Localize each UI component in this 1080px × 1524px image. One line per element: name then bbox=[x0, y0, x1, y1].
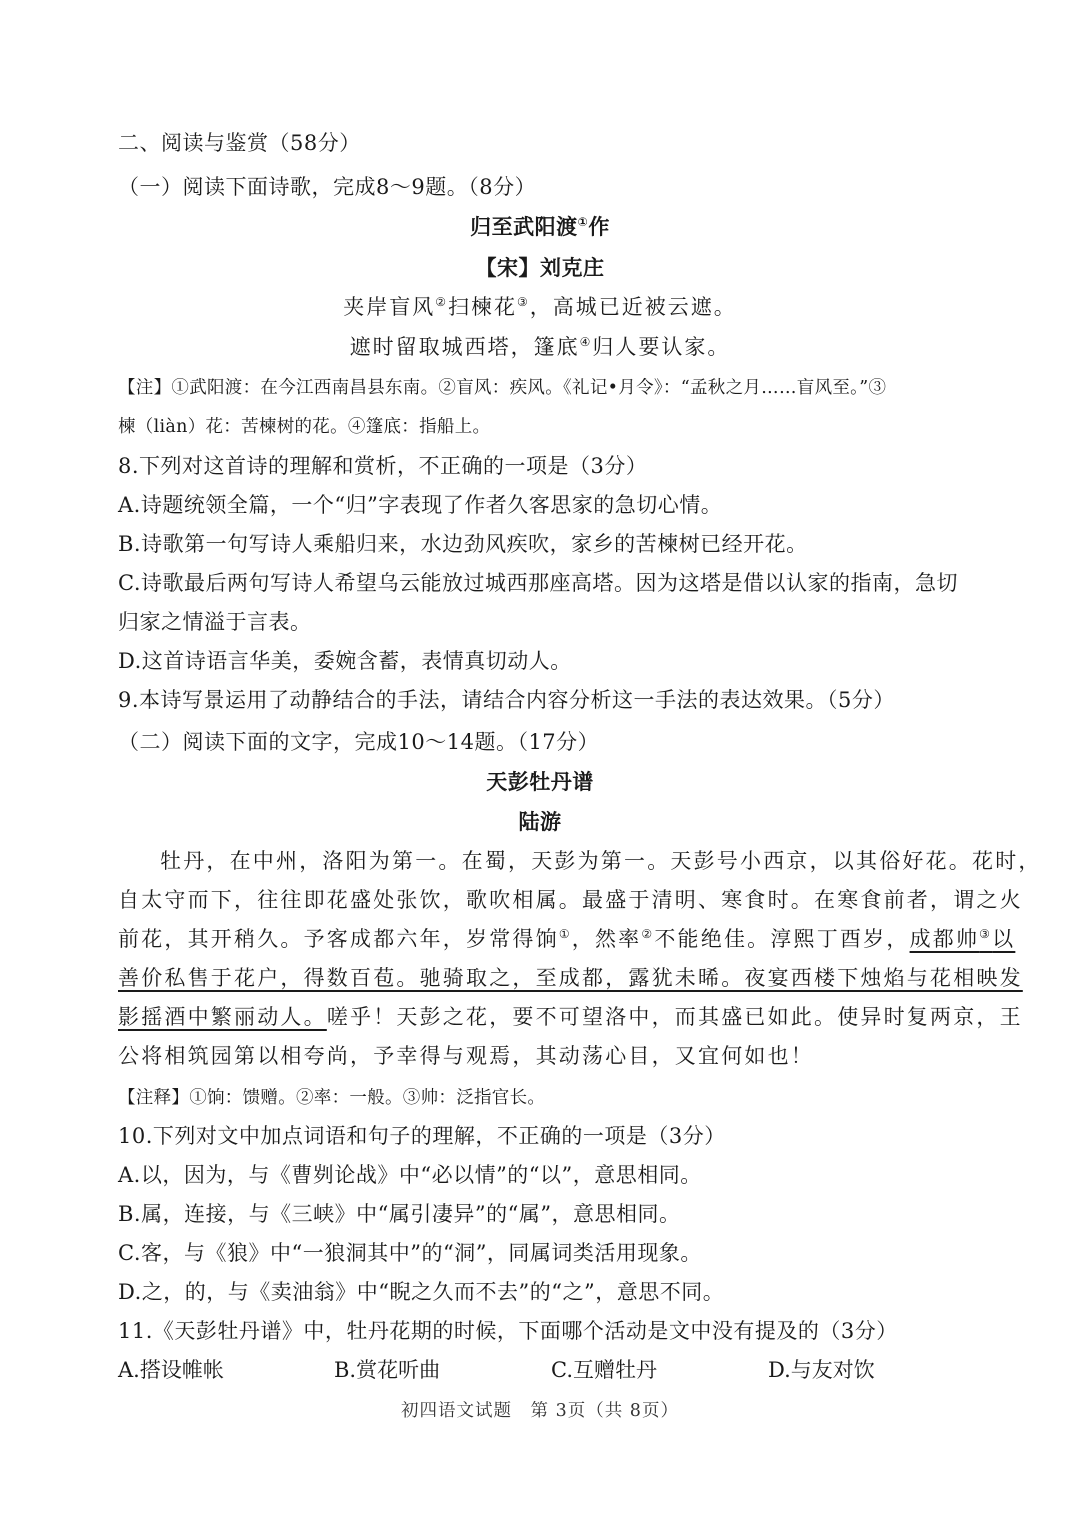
poem-author: 【宋】刘克庄 bbox=[475, 256, 605, 280]
footnote-marker: ② bbox=[641, 927, 655, 941]
poem-text: 归人要认家。 bbox=[592, 335, 731, 359]
poem-line-1 bbox=[0, 292, 1080, 322]
poem-note-line-1: 【注】①武阳渡：在今江西南昌县东南。②盲风：疾风。《礼记•月令》：“孟秋之月……盲风至。”③ bbox=[118, 378, 887, 398]
poem-title-text: 归至武阳渡 bbox=[470, 215, 578, 239]
question-8-option-d: D.这首诗语言华美，委婉含蓄，表情真切动人。 bbox=[118, 649, 572, 673]
essay-text: 嗟乎！天彭之花，要不可望洛中，而其盛已如此。使异时复两京，王 bbox=[326, 1005, 1023, 1029]
question-10: 10.下列对文中加点词语和句子的理解，不正确的一项是（3分） bbox=[118, 1124, 726, 1148]
underlined-sentence: 善价私售于花户，得数百苞。驰骑取之，至成都，露犹未晞。夜宴西楼下烛焰与花相映发 bbox=[118, 966, 1023, 990]
poem-text: 夹岸盲风 bbox=[343, 295, 436, 319]
essay-text: 以 bbox=[992, 927, 1016, 951]
footnote-marker: ③ bbox=[979, 927, 993, 941]
essay-text: 不能绝佳。淳熙丁酉岁， bbox=[654, 927, 910, 951]
essay-title: 天彭牡丹谱 bbox=[486, 770, 594, 794]
part2-instruction: （二）阅读下面的文字，完成10～14题。（17分） bbox=[118, 730, 600, 754]
essay-text: 成都帅 bbox=[909, 927, 980, 951]
question-8-option-c-line-1: C.诗歌最后两句写诗人希望乌云能放过城西那座高塔。因为这塔是借以认家的指南，急切 bbox=[118, 571, 958, 595]
question-10-option-c: C.客，与《狼》中“一狼洞其中”的“洞”，同属词类活用现象。 bbox=[118, 1241, 702, 1265]
essay-line-2: 自太守而下，往往即花盛处张饮，歌吹相属。最盛于清明、寒食时。在寒食前者，谓之火 bbox=[118, 888, 1023, 912]
footnote-marker: ③ bbox=[517, 295, 530, 309]
question-9: 9.本诗写景运用了动静结合的手法，请结合内容分析这一手法的表达效果。（5分） bbox=[118, 688, 895, 712]
question-8-option-c-line-2: 归家之情溢于言表。 bbox=[118, 610, 312, 634]
poem-note-line-2: 楝（liàn）花：苦楝树的花。④篷底：指船上。 bbox=[118, 417, 491, 437]
footnote-marker: ② bbox=[435, 295, 448, 309]
essay-line-1: 牡丹，在中州，洛阳为第一。在蜀，天彭为第一。天彭号小西京，以其俗好花。花时， bbox=[160, 849, 1042, 873]
poem-line-2 bbox=[0, 332, 1080, 362]
essay-text: 前花，其开稍久。予客成都六年，岁常得饷 bbox=[118, 927, 559, 951]
poem-title-suffix: 作 bbox=[588, 215, 610, 239]
poem-text: 扫楝花 bbox=[448, 295, 517, 319]
essay-notes: 【注释】①饷：馈赠。②率：一般。③帅：泛指官长。 bbox=[118, 1088, 546, 1108]
part1-instruction: （一）阅读下面诗歌，完成8～9题。（8分） bbox=[118, 175, 537, 199]
poem-title bbox=[0, 212, 1080, 242]
essay-text: ，然率 bbox=[571, 927, 642, 951]
footnote-marker: ① bbox=[558, 927, 572, 941]
underlined-sentence bbox=[910, 927, 1016, 951]
page-footer: 初四语文试题 第 3页（共 8页） bbox=[401, 1401, 679, 1421]
poem-text: ，高城已近被云遮。 bbox=[529, 295, 737, 319]
question-11-option-b: B.赏花听曲 bbox=[334, 1358, 441, 1382]
section-heading: 二、阅读与鉴赏（58分） bbox=[118, 131, 361, 155]
question-11-option-c: C.互赠牡丹 bbox=[551, 1358, 657, 1382]
footnote-marker: ④ bbox=[579, 335, 593, 349]
question-8: 8.下列对这首诗的理解和赏析，不正确的一项是（3分） bbox=[118, 454, 648, 478]
essay-line-4 bbox=[118, 963, 1023, 993]
question-8-option-b: B.诗歌第一句写诗人乘船归来，水边劲风疾吹，家乡的苦楝树已经开花。 bbox=[118, 532, 808, 556]
question-11-option-a: A.搭设帷帐 bbox=[118, 1358, 224, 1382]
underlined-sentence: 影摇酒中繁丽动人。 bbox=[118, 1005, 327, 1029]
question-8-option-a: A.诗题统领全篇，一个“归”字表现了作者久客思家的急切心情。 bbox=[118, 493, 723, 517]
poem-text: 遮时留取城西塔，篷底 bbox=[349, 335, 580, 359]
question-11: 11.《天彭牡丹谱》中，牡丹花期的时候，下面哪个活动是文中没有提及的（3分） bbox=[118, 1319, 898, 1343]
essay-line-5 bbox=[118, 1002, 1023, 1032]
essay-line-3 bbox=[118, 924, 1015, 954]
essay-author: 陆游 bbox=[518, 810, 562, 834]
question-10-option-b: B.属，连接，与《三峡》中“属引凄异”的“属”，意思相同。 bbox=[118, 1202, 681, 1226]
question-10-option-a: A.以，因为，与《曹刿论战》中“必以情”的“以”，意思相同。 bbox=[118, 1163, 702, 1187]
footnote-marker: ① bbox=[577, 215, 589, 229]
question-10-option-d: D.之，的，与《卖油翁》中“睨之久而不去”的“之”，意思不同。 bbox=[118, 1280, 725, 1304]
question-11-option-d: D.与友对饮 bbox=[768, 1358, 875, 1382]
essay-line-6: 公将相筑园第以相夸尚，予幸得与观焉，其动荡心目，又宜何如也！ bbox=[118, 1044, 814, 1068]
